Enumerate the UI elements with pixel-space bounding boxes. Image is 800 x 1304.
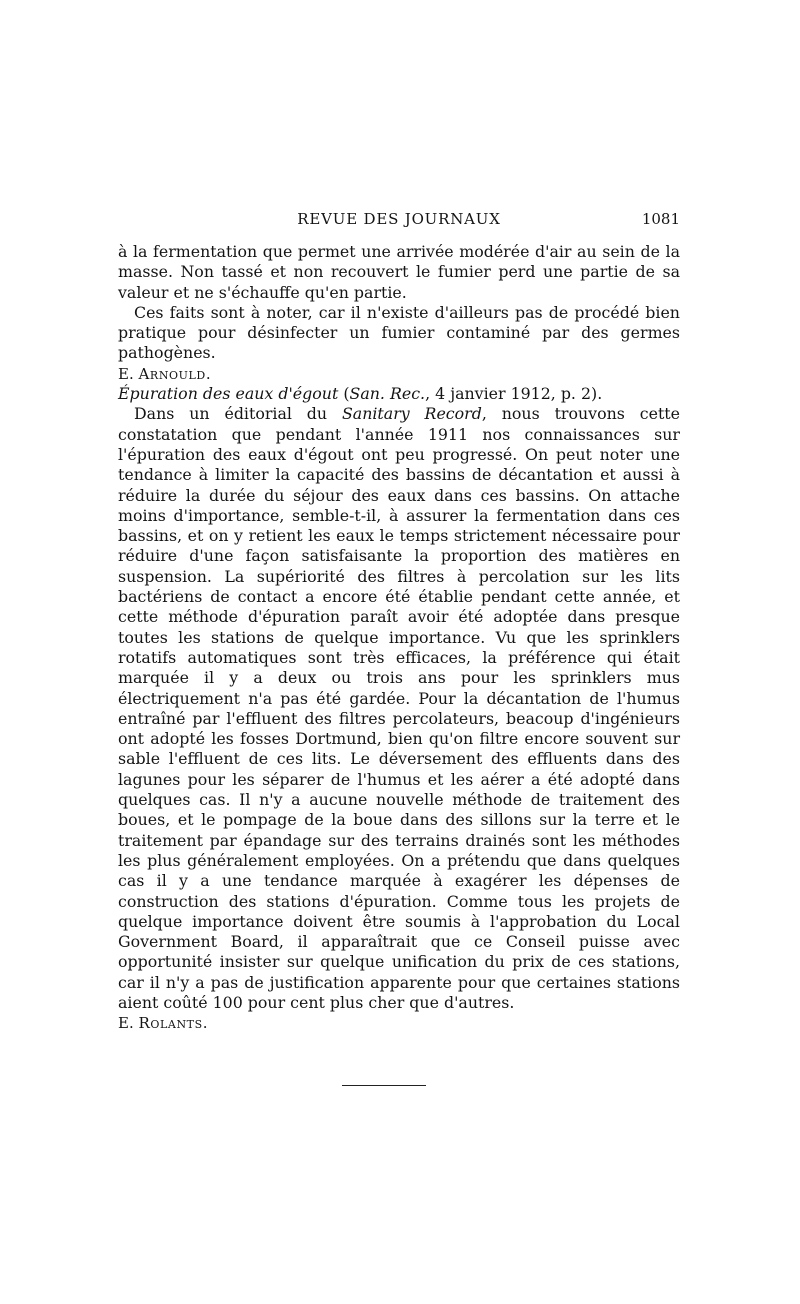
- signature-initial: E.: [118, 1014, 139, 1033]
- paragraph: à la fermentation que permet une arrivée modérée d'air au sein de la masse. Non tassé et non recouvert le fumier perd une partie de sa valeur et ne s'échauffe qu'en partie.: [118, 242, 680, 302]
- paragraph: Ces faits sont à noter, car il n'existe d'ailleurs pas de procédé bien pratique pour désinfecter un fumier contaminé par des germes pathogènes.: [118, 302, 680, 363]
- running-title: REVUE DES JOURNAUX: [297, 210, 501, 228]
- signature-name: Arnould.: [138, 364, 212, 383]
- journal-name: Sanitary Record: [341, 404, 482, 424]
- signature-initial: E.: [118, 364, 139, 383]
- article-heading: Épuration des eaux d'égout (San. Rec., 4 janvier 1912, p. 2).: [118, 384, 603, 404]
- running-head: [118, 200, 680, 226]
- source-journal: San. Rec.: [349, 384, 426, 404]
- journal-page: [118, 200, 680, 1034]
- author-signature: [118, 364, 680, 384]
- end-rule: [342, 1085, 426, 1086]
- author-signature: [118, 1013, 680, 1033]
- article-body: [118, 242, 680, 1034]
- paragraph: [118, 404, 680, 1013]
- body-text: , nous trouvons cette constatation que pendant l'année 1911 nos connaissances sur l'épuration des eaux d'égout ont peu progressé. On peut noter une tendance à limiter la capacité des bassins de décantation et aussi à réduire la durée du séjour des eaux dans ces bassins. On attache moins d'importance, semble-t-il, à assurer la fermentation dans ces bassins, et on y retient les eaux le temps strictement nécessaire pour réduire d'une façon satisfaisante la proportion des matières en suspension. La supériorité des filtres à percolation sur les lits bactériens de contact a encore été établie pendant cette année, et cette méthode d'épuration paraît avoir été adoptée dans presque toutes les stations de quelque importance. Vu que les sprinklers rotatifs automatiques sont très efficaces, la préférence qui était marquée il y a deux ou trois ans pour les sprinklers mus électriquement n'a pas été gardée. Pour la décantation de l'humus entraîné par l'effluent des filtres percolateurs, beacoup d'ingénieurs ont adopté les fosses Dortmund, bien qu'on filtre encore souvent sur sable l'effluent de ces lits. Le déversement des effluents dans des lagunes pour les séparer de l'humus et les aérer a été adopté dans quelques cas. Il n'y a aucune nouvelle méthode de traitement des boues, et le pompage de la boue dans des sillons sur la terre et le traitement par épandage sur des terrains drainés sont les méthodes les plus généralement employées. On a prétendu que dans quelques cas il y a une tendance marquée à exagérer les dépenses de construction des stations d'épuration. Comme tous les projets de quelque importance doivent être soumis à l'approbation du Local Government Board, il apparaîtrait que ce Conseil puisse avec opportunité insister sur quelque unification du prix de ces stations, car il n'y a pas de justification apparente pour que certaines stations aient coûté 100 pour cent plus cher que d'autres.: [118, 404, 680, 1012]
- signature-name: Rolants.: [138, 1014, 209, 1033]
- body-text: Dans un éditorial du: [134, 404, 342, 424]
- article-title: Épuration des eaux d'égout: [118, 384, 339, 404]
- source-details: , 4 janvier 1912, p. 2).: [425, 384, 603, 404]
- page-number: 1081: [641, 210, 680, 228]
